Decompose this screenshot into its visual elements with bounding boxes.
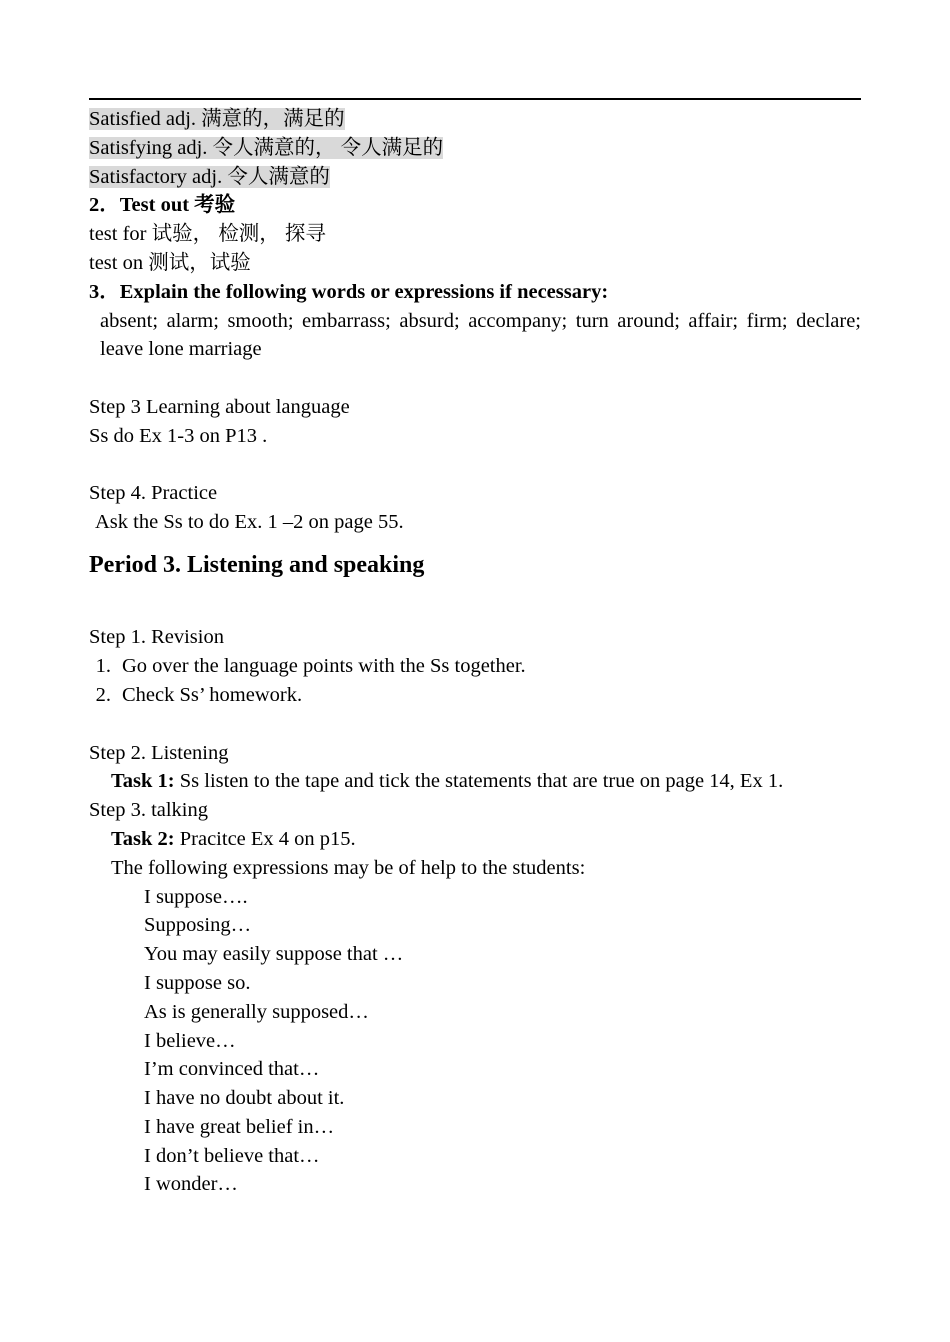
spacer	[89, 364, 861, 393]
expression-item: I suppose….	[144, 885, 248, 908]
list-item	[89, 652, 861, 681]
point-2-line: test on 测试，试验	[89, 251, 251, 274]
task-2-label: Task 2:	[111, 827, 175, 850]
expression-item: You may easily suppose that …	[144, 943, 404, 966]
document-content	[89, 105, 861, 1199]
expression-item: I’m convinced that…	[144, 1058, 320, 1081]
point-3-heading	[89, 278, 861, 307]
expression-item: Supposing…	[144, 914, 252, 937]
step-3-body: Ss do Ex 1-3 on P13 .	[89, 424, 268, 447]
expression-item: I wonder…	[144, 1173, 238, 1196]
task-1-label: Task 1:	[111, 770, 175, 793]
point-3-title: Explain the following words or expressions if necessary:	[119, 280, 609, 303]
step-3-title: Step 3 Learning about language	[89, 395, 350, 418]
expression-item: I believe…	[144, 1029, 236, 1052]
expression-item: I don’t believe that…	[144, 1144, 320, 1167]
expression-item: I suppose so.	[144, 971, 251, 994]
expression-item: As is generally supposed…	[144, 1000, 369, 1023]
point-2-title: Test out 考验	[119, 194, 236, 217]
task-2	[89, 825, 861, 854]
vocab-satisfied: Satisfied adj. 满意的，满足的	[89, 108, 345, 130]
revision-title: Step 1. Revision	[89, 626, 224, 649]
step-4-title: Step 4. Practice	[89, 482, 218, 505]
header-rule	[89, 98, 861, 100]
point-2-line: test for 试验， 检测， 探寻	[89, 223, 326, 246]
list-number: 2.	[95, 683, 111, 706]
word-list: absent; alarm; smooth; embarrass; absurd; accompany; turn around; affair; firm; declare; leave lone marriage	[100, 309, 861, 361]
task-1	[89, 767, 861, 796]
spacer	[89, 595, 861, 624]
listening-title: Step 2. Listening	[89, 741, 229, 764]
step-4-body: Ask the Ss to do Ex. 1 –2 on page 55.	[95, 511, 404, 534]
task-2-text: Pracitce Ex 4 on p15.	[174, 827, 356, 850]
spacer	[89, 710, 861, 739]
vocab-satisfactory: Satisfactory adj. 令人满意的	[89, 165, 330, 188]
expression-item: I have no doubt about it.	[144, 1087, 345, 1110]
point-2-number: 2．	[89, 194, 120, 217]
point-2-heading	[89, 191, 861, 220]
point-3-number: 3．	[89, 280, 120, 303]
task-1-text: Ss listen to the tape and tick the statements that are true on page 14, Ex 1.	[174, 770, 784, 793]
talking-title: Step 3. talking	[89, 799, 209, 822]
list-text: Check Ss’ homework.	[122, 683, 303, 706]
vocab-satisfying: Satisfying adj. 令人满意的， 令人满足的	[89, 136, 444, 159]
period-3-heading: Period 3. Listening and speaking	[89, 551, 425, 578]
spacer	[89, 451, 861, 480]
expressions-intro: The following expressions may be of help to the students:	[111, 856, 586, 879]
list-item	[89, 681, 861, 710]
list-number: 1.	[95, 655, 111, 678]
expression-item: I have great belief in…	[144, 1115, 335, 1138]
list-text: Go over the language points with the Ss together.	[122, 655, 526, 678]
